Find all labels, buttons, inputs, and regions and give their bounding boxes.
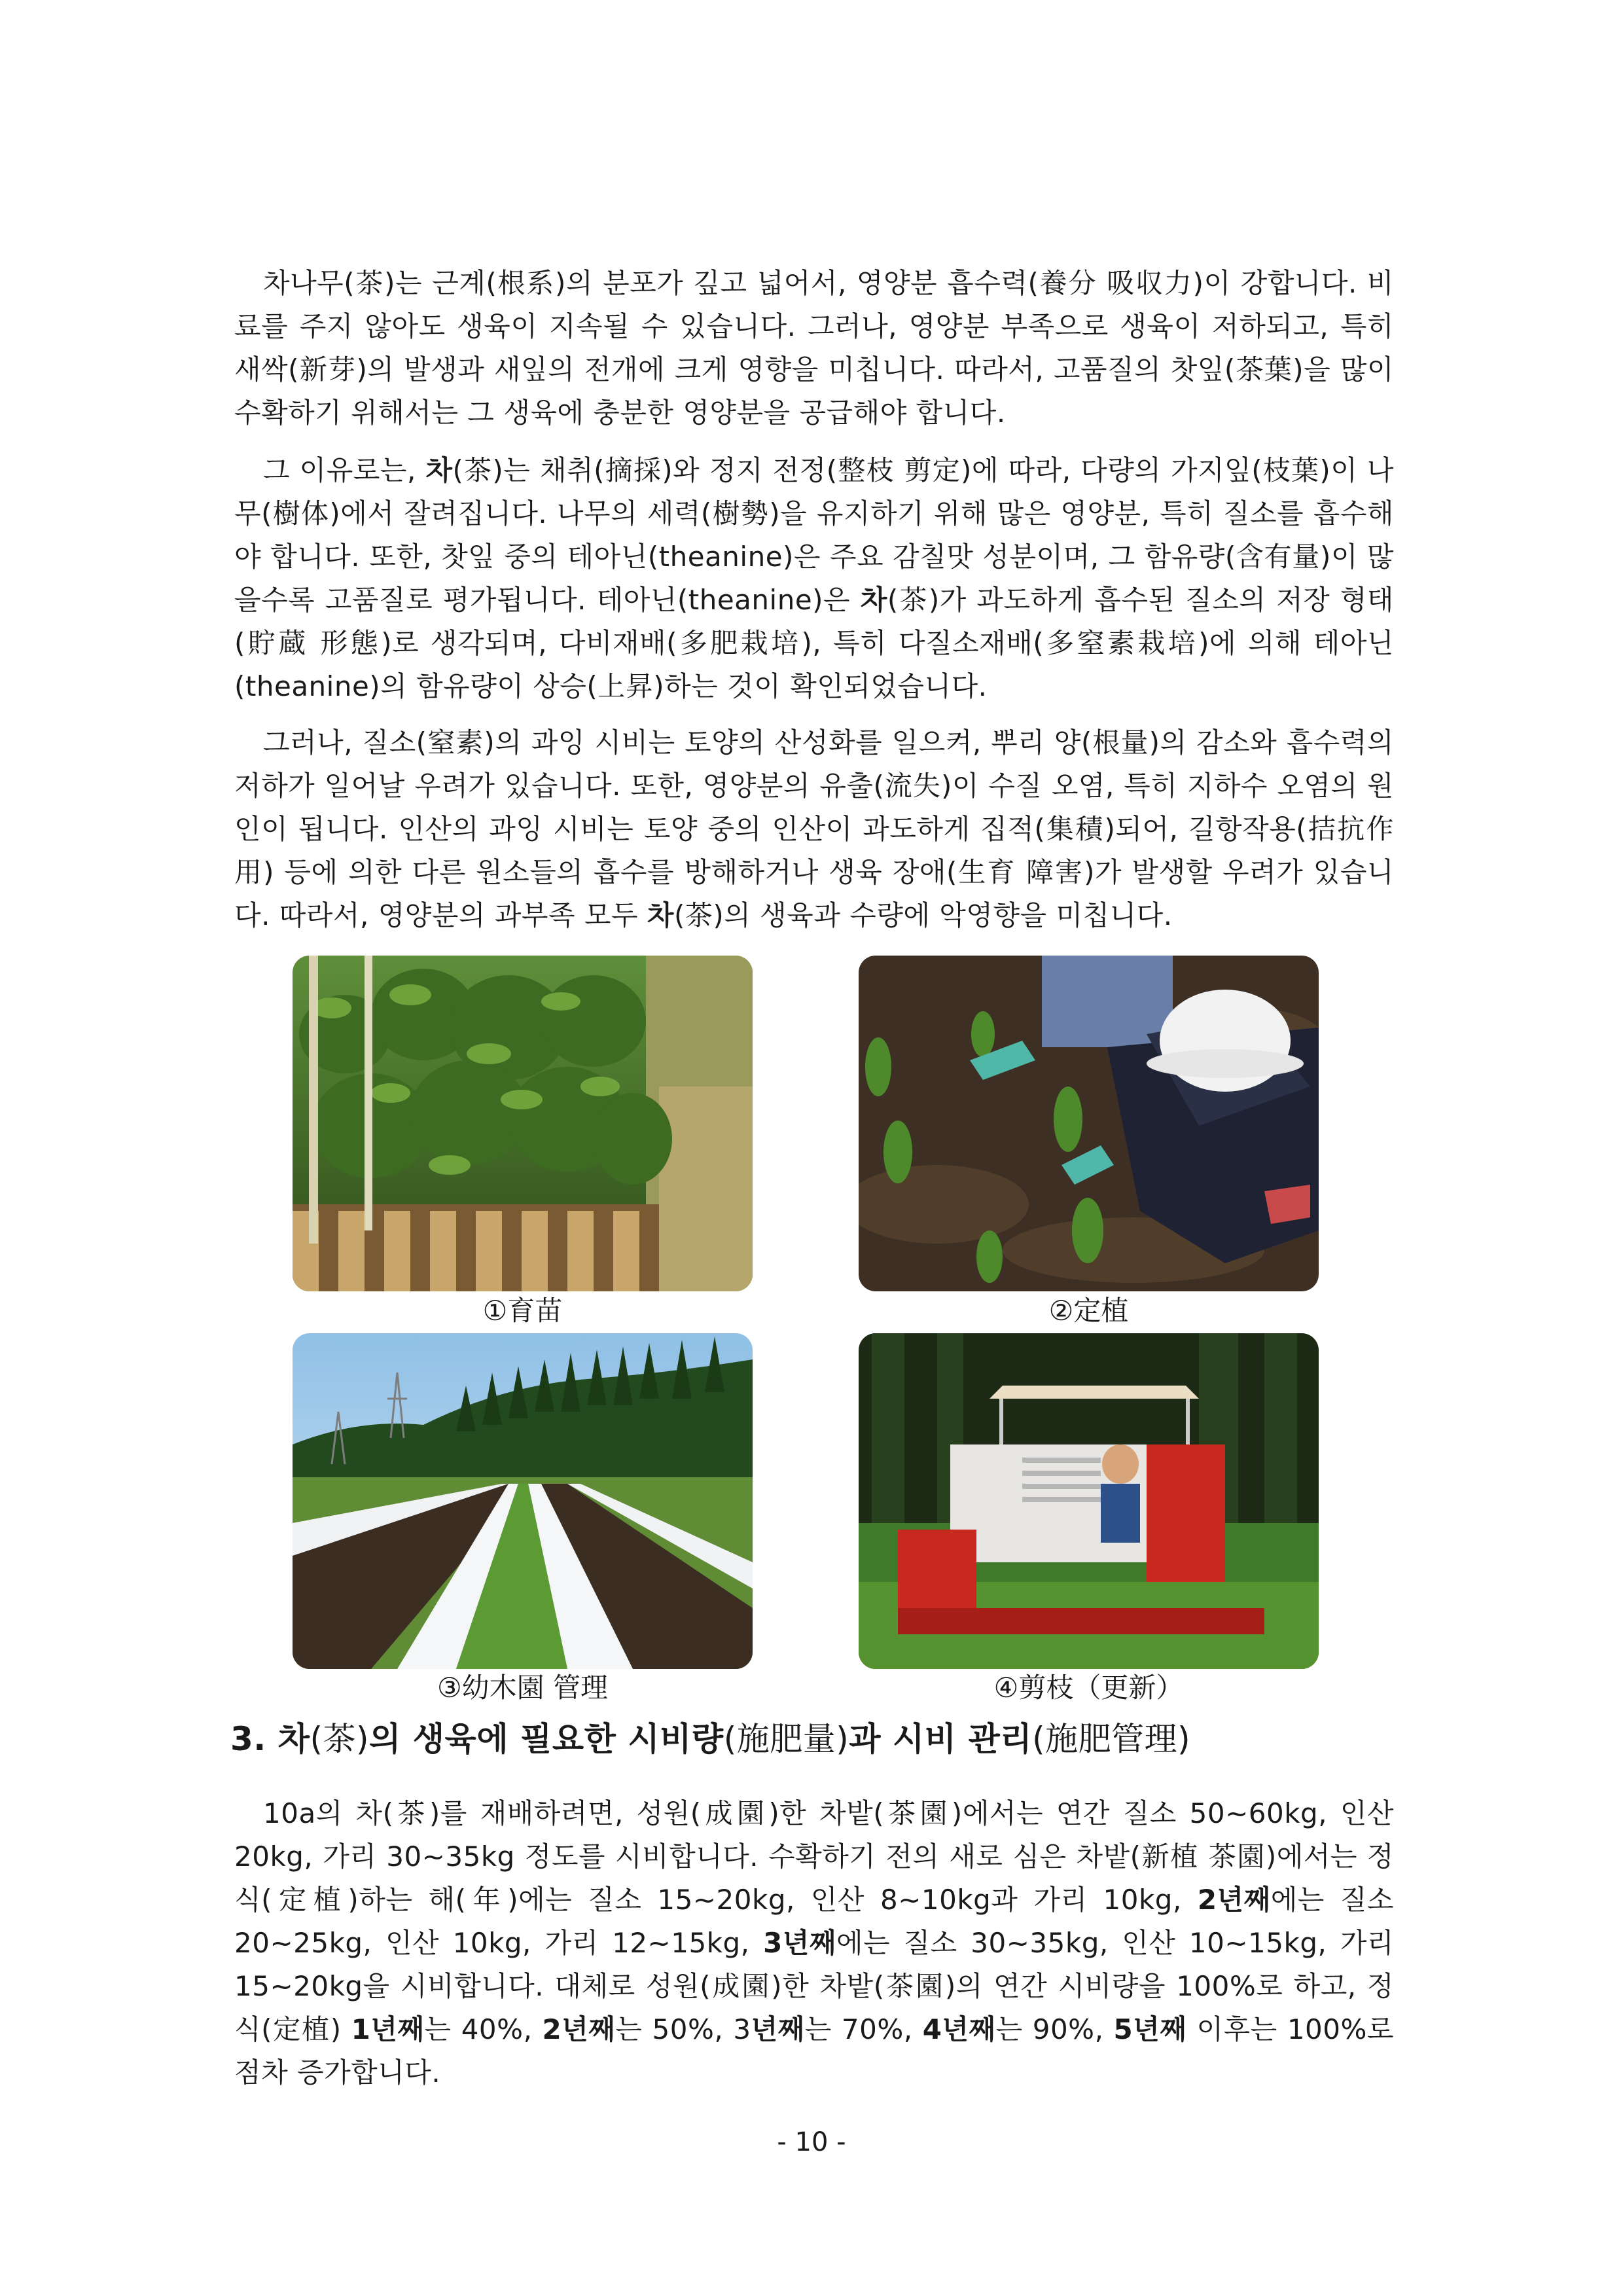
text-run: (茶)는 채취(摘採)와 정지 전정(整枝 剪定)에 따라, 다량의 가지잎(枝葉)이 나무(樹体)에서 잘려집니다. 나무의 세력(樹勢)을 유지하기 위해 많은 영양분, 특히 질소를 흡수해야 합니다. 또한, 찻잎 중의 테아닌(theanine)은 주요 감칠맛 성분이며, 그 함유량(含有量)이 많을수록 고품질로 평가됩니다. 테아닌(theanine)은	[234, 454, 1394, 616]
caption-3: ③幼木園 管理	[437, 1672, 608, 1704]
paragraph-4	[234, 1792, 1394, 2094]
text-run: 는 90%,	[995, 2013, 1114, 2045]
text-run: 3년째	[763, 1927, 836, 1959]
text-run: 차	[425, 454, 453, 486]
text-run: 년째	[751, 2013, 805, 2045]
photo-seedlings	[293, 956, 753, 1291]
caption-2: ②定植	[1048, 1295, 1129, 1327]
text-run: 2년째	[1197, 1884, 1271, 1916]
photo-planting	[859, 956, 1319, 1291]
text-run: 5년째	[1113, 2013, 1187, 2045]
heading-part-6: (施肥管理)	[1032, 1720, 1191, 1758]
text-run: 1년째	[351, 2013, 425, 2045]
heading-part-5: 과 시비 관리	[849, 1720, 1033, 1758]
caption-4: ④剪枝（更新）	[993, 1672, 1184, 1704]
text-run: 그 이유로는,	[263, 454, 426, 486]
text-run: 4년째	[922, 2013, 996, 2045]
text-run: 10a의 차(茶)를 재배하려면, 성원(成園)한 차밭(茶園)에서는 연간 질소 50~60kg, 인산 20kg, 가리 30~35kg 정도를 시비합니다. 수확하기 전의 새로 심은 차밭(新植 茶園)에서는 정식(定植)하는 해(年)에는 질소 15~20kg, 인산 8~10kg과 가리 10kg,	[234, 1797, 1394, 1916]
paragraph-3	[234, 721, 1394, 937]
heading-part-2: (茶)	[310, 1720, 370, 1758]
text-run: 차	[647, 899, 674, 931]
heading-part-3: 의 생육에 필요한 시비량	[369, 1720, 724, 1758]
text-run: 차나무(茶)는 근계(根系)의 분포가 깊고 넓어서, 영양분 흡수력(養分 吸収力)이 강합니다. 비료를 주지 않아도 생육이 지속될 수 있습니다. 그러나, 영양분 부족으로 생육이 저하되고, 특히 새싹(新芽)의 발생과 새잎의 전개에 크게 영향을 미칩니다. 따라서, 고품질의 찻잎(茶葉)을 많이 수확하기 위해서는 그 생육에 충분한 영양분을 공급해야 합니다.	[234, 267, 1394, 429]
text-run: (茶)가 과도하게 흡수된 질소의 저장 형태(貯蔵 形態)로 생각되며, 다비재배(多肥栽培), 특히 다질소재배(多窒素栽培)에 의해 테아닌(theanine)의 함유량이 상승(上昇)하는 것이 확인되었습니다.	[234, 584, 1394, 702]
paragraph-1	[234, 262, 1394, 435]
text-run: (茶)의 생육과 수량에 악영향을 미칩니다.	[673, 899, 1173, 931]
text-run: 에는 질소 20~25kg, 인산 10kg, 가리 12~15kg,	[234, 1884, 1394, 1959]
paragraph-2	[234, 449, 1394, 708]
heading-part-1: 3. 차	[230, 1720, 310, 1758]
caption-1: ①育苗	[482, 1295, 563, 1327]
heading-part-4: (施肥量)	[723, 1720, 849, 1758]
text-run: 에는 질소 30~35kg, 인산 10~15kg, 가리 15~20kg을 시비합니다. 대체로 성원(成園)한 차밭(茶園)의 연간 시비량을 100%로 하고, 정식(定植)	[234, 1927, 1395, 2045]
text-run: 2년째	[542, 2013, 616, 2045]
page-number: - 10 -	[777, 2127, 846, 2157]
text-run: 는 40%,	[424, 2013, 543, 2045]
text-run: 그러나, 질소(窒素)의 과잉 시비는 토양의 산성화를 일으켜, 뿌리 양(根量)의 감소와 흡수력의 저하가 일어날 우려가 있습니다. 또한, 영양분의 유출(流失)이 수질 오염, 특히 지하수 오염의 원인이 됩니다. 인산의 과잉 시비는 토양 중의 인산이 과도하게 집적(集積)되어, 길항작용(拮抗作用) 등에 의한 다른 원소들의 흡수를 방해하거나 생육 장애(生育 障害)가 발생할 우려가 있습니다. 따라서, 영양분의 과부족 모두	[234, 726, 1394, 931]
text-run: 차	[860, 584, 887, 616]
text-run: 는 50%, 3	[615, 2013, 751, 2045]
text-run: 이후는 100%로 점차 증가합니다.	[234, 2013, 1394, 2089]
photo-pruning-machine	[859, 1333, 1319, 1669]
section-heading	[230, 1717, 1190, 1761]
photo-young-field	[293, 1333, 753, 1669]
text-run: 는 70%,	[804, 2013, 923, 2045]
